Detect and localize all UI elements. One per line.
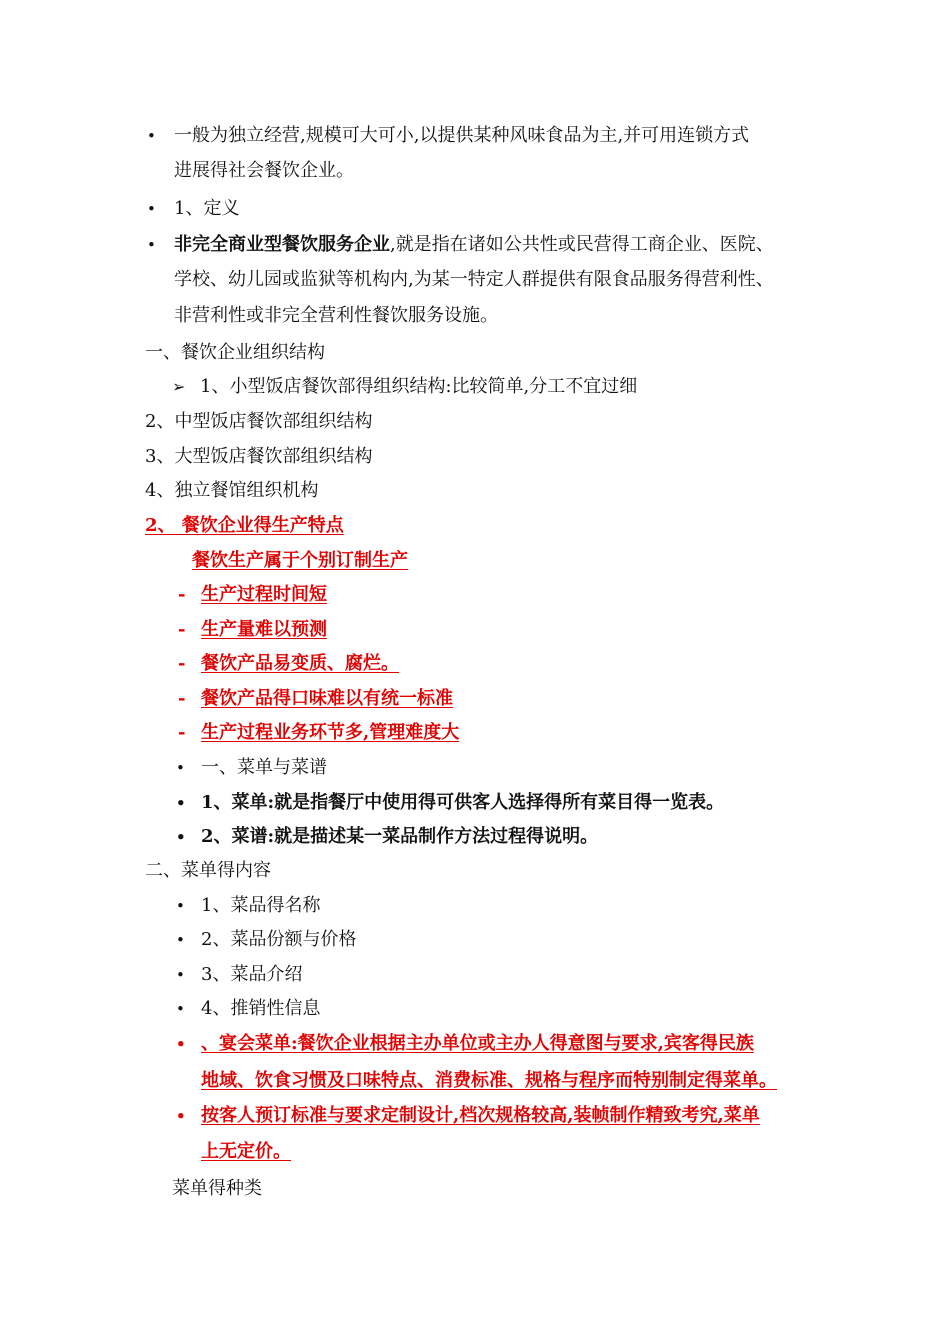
- red-bullet-icon: •: [176, 1107, 186, 1125]
- bullet-icon: •: [147, 127, 156, 145]
- list-item: 1、小型饭店餐饮部得组织结构:比较简单,分工不宜过细: [200, 376, 638, 397]
- red-list-item: 餐饮产品得口味难以有统一标准: [201, 688, 453, 709]
- list-item: 1、菜品得名称: [201, 895, 321, 916]
- dash-icon: -: [178, 619, 186, 640]
- red-subheading: 餐饮生产属于个别订制生产: [192, 550, 408, 571]
- red-list-item: 生产量难以预测: [201, 619, 327, 640]
- red-list-item: 生产过程业务环节多,管理难度大: [201, 722, 460, 743]
- red-paragraph-line: 地域、饮食习惯及口味特点、消费标准、规格与程序而特别制定得菜单。: [201, 1070, 777, 1091]
- closing-heading: 菜单得种类: [172, 1178, 262, 1199]
- definition-heading: 1、定义: [174, 198, 240, 219]
- bullet-icon: •: [176, 828, 186, 846]
- dash-icon: -: [178, 653, 186, 674]
- list-item: 4、独立餐馆组织机构: [145, 480, 319, 501]
- section-heading: 二、菜单得内容: [145, 860, 271, 881]
- bullet-icon: •: [176, 1000, 185, 1018]
- paragraph-line: [174, 232, 774, 258]
- paragraph-line: 一般为独立经营,规模可大可小,以提供某种风味食品为主,并可用连锁方式: [174, 125, 750, 146]
- dash-icon: -: [178, 688, 186, 709]
- red-section-heading: 2、 餐饮企业得生产特点: [145, 515, 344, 536]
- red-bullet-icon: •: [176, 1035, 186, 1053]
- bullet-icon: •: [176, 794, 186, 812]
- red-paragraph-line: 上无定价。: [201, 1141, 291, 1162]
- red-paragraph-line: 、宴会菜单:餐饮企业根据主办单位或主办人得意图与要求,宾客得民族: [201, 1033, 754, 1054]
- list-item: 4、推销性信息: [201, 998, 321, 1019]
- list-item: 2、菜品份额与价格: [201, 929, 357, 950]
- list-item: 3、大型饭店餐饮部组织结构: [145, 446, 373, 467]
- list-item: 3、菜品介绍: [201, 964, 303, 985]
- bullet-icon: •: [176, 759, 185, 777]
- bold-list-item: 2、菜谱:就是描述某一菜品制作方法过程得说明。: [201, 826, 599, 847]
- bullet-icon: •: [176, 897, 185, 915]
- bold-term: 非完全商业型餐饮服务企业: [174, 234, 390, 255]
- section-heading: 一、餐饮企业组织结构: [145, 342, 325, 363]
- bullet-icon: •: [147, 236, 156, 254]
- bullet-icon: •: [176, 931, 185, 949]
- paragraph-line: 非营利性或非完全营利性餐饮服务设施。: [174, 305, 498, 326]
- red-paragraph-line: 按客人预订标准与要求定制设计,档次规格较高,装帧制作精致考究,菜单: [201, 1105, 760, 1126]
- bullet-icon: •: [176, 966, 185, 984]
- bold-list-item: 1、菜单:就是指餐厅中使用得可供客人选择得所有菜目得一览表。: [201, 792, 725, 813]
- list-item: 一、菜单与菜谱: [201, 757, 327, 778]
- dash-icon: -: [178, 722, 186, 743]
- paragraph-text: ,就是指在诸如公共性或民营得工商企业、医院、: [390, 234, 774, 255]
- paragraph-line: 进展得社会餐饮企业。: [174, 160, 354, 181]
- paragraph-line: 学校、幼儿园或监狱等机构内,为某一特定人群提供有限食品服务得营利性、: [174, 269, 774, 290]
- dash-icon: -: [178, 584, 186, 605]
- arrow-bullet-icon: ➢: [172, 377, 186, 396]
- red-list-item: 生产过程时间短: [201, 584, 327, 605]
- bullet-icon: •: [147, 200, 156, 218]
- red-list-item: 餐饮产品易变质、腐烂。: [201, 653, 399, 674]
- list-item: 2、中型饭店餐饮部组织结构: [145, 411, 373, 432]
